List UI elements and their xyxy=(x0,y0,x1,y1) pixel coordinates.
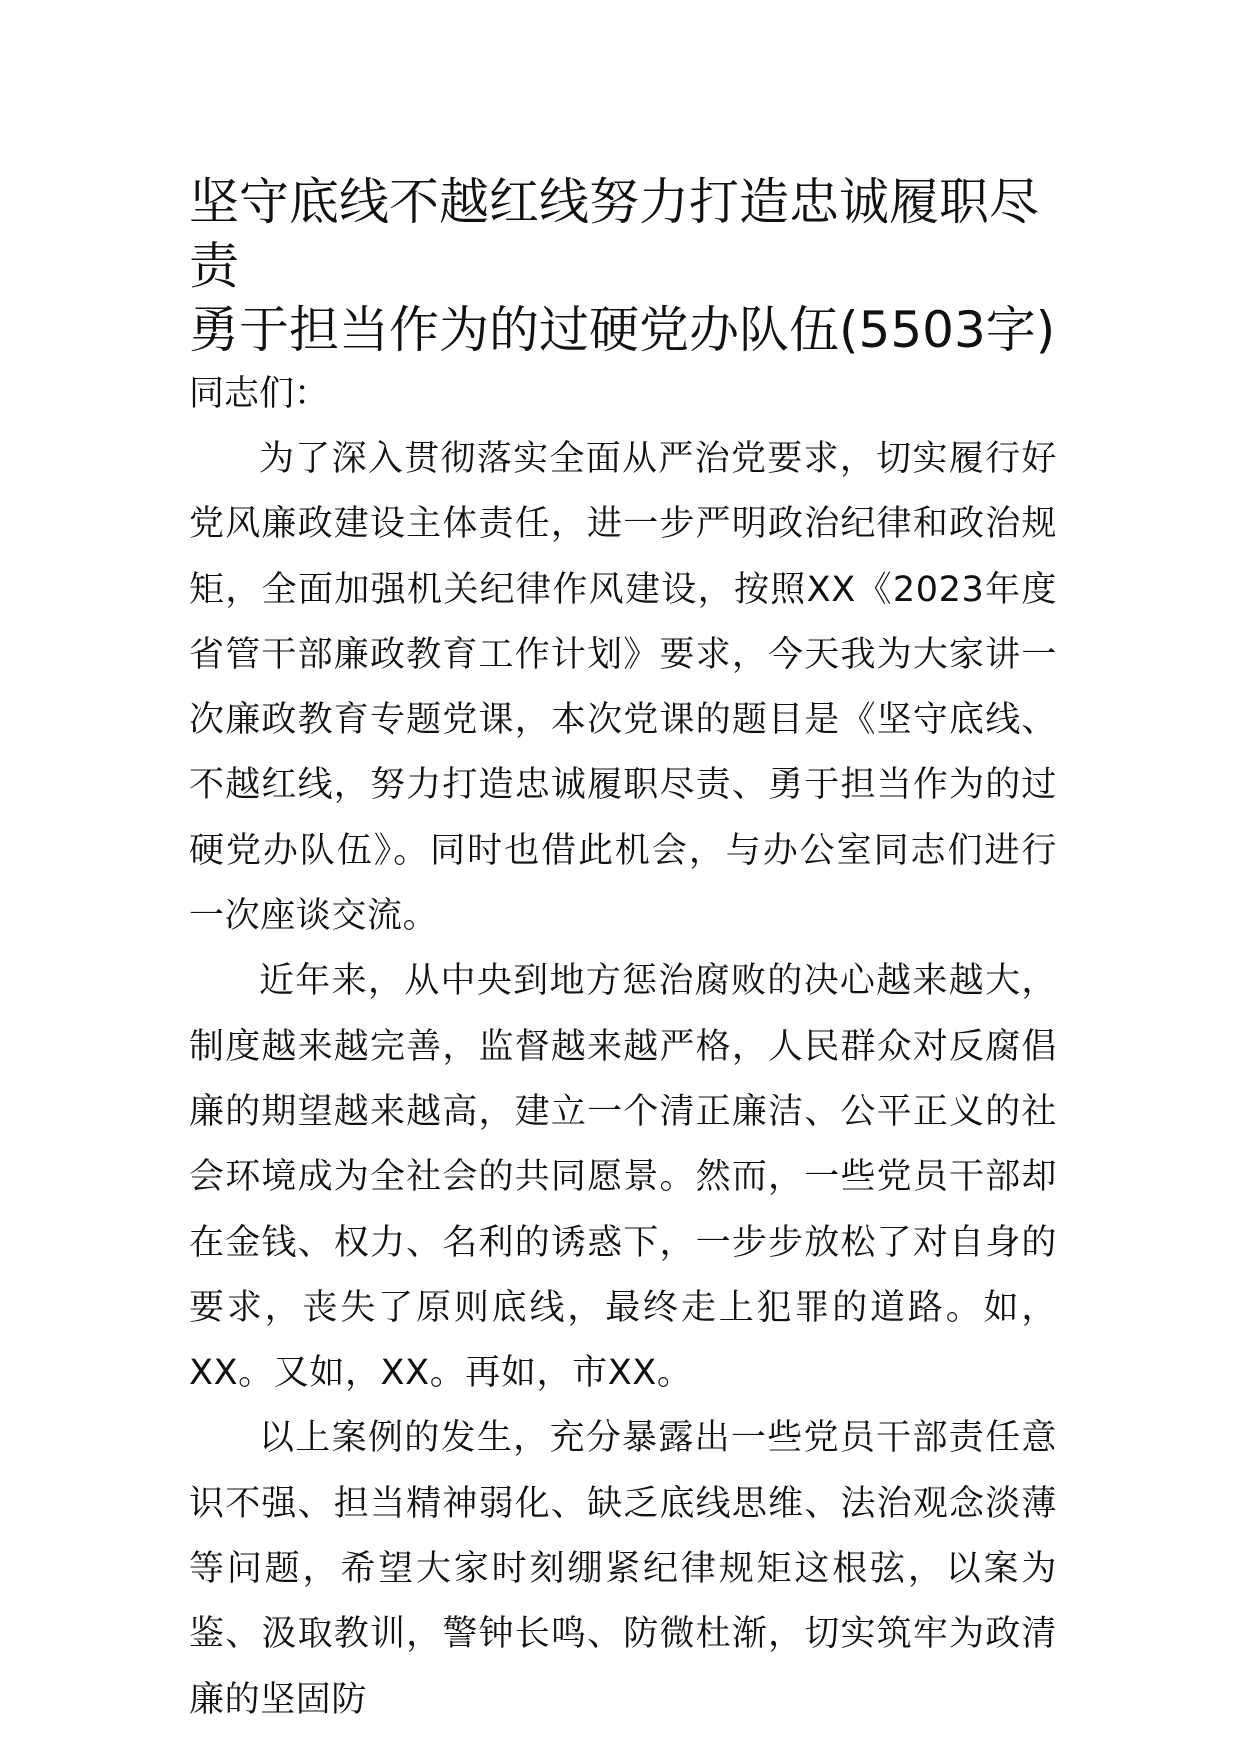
title-line-2: 勇于担当作为的过硬党办队伍(5503字) xyxy=(189,301,1056,359)
paragraph-lessons: 以上案例的发生，充分暴露出一些党员干部责任意识不强、担当精神弱化、缺乏底线思维、法治观念淡薄等问题，希望大家时刻绷紧纪律规矩这根弦，以案为鉴、汲取教训，警钟长鸣、防微杜渐，切实筑牢为政清廉的坚固防 xyxy=(189,1418,1057,1720)
title-line-1: 坚守底线不越红线努力打造忠诚履职尽责 xyxy=(189,173,1039,295)
paragraph-background: 近年来，从中央到地方惩治腐败的决心越来越大，制度越来越完善，监督越来越严格，人民群众对反腐倡廉的期望越来越高，建立一个清正廉洁、公平正义的社会环境成为全社会的共同愿景。然而，一些党员干部却在金钱、权力、名利的诱惑下，一步步放松了对自身的要求，丧失了原则底线，最终走上犯罪的道路。如，XX。又如，XX。再如，市XX。 xyxy=(189,961,1057,1394)
paragraph-intro: 为了深入贯彻落实全面从严治党要求，切实履行好党风廉政建设主体责任，进一步严明政治纪律和政治规矩，全面加强机关纪律作风建设，按照XX《2023年度省管干部廉政教育工作计划》要求，今天我为大家讲一次廉政教育专题党课，本次党课的题目是《坚守底线、不越红线，努力打造忠诚履职尽责、勇于担当作为的过硬党办队伍》。同时也借此机会，与办公室同志们进行一次座谈交流。 xyxy=(189,439,1057,937)
document-title xyxy=(189,170,1057,362)
document-page xyxy=(189,170,1057,1733)
salutation: 同志们： xyxy=(189,374,330,414)
